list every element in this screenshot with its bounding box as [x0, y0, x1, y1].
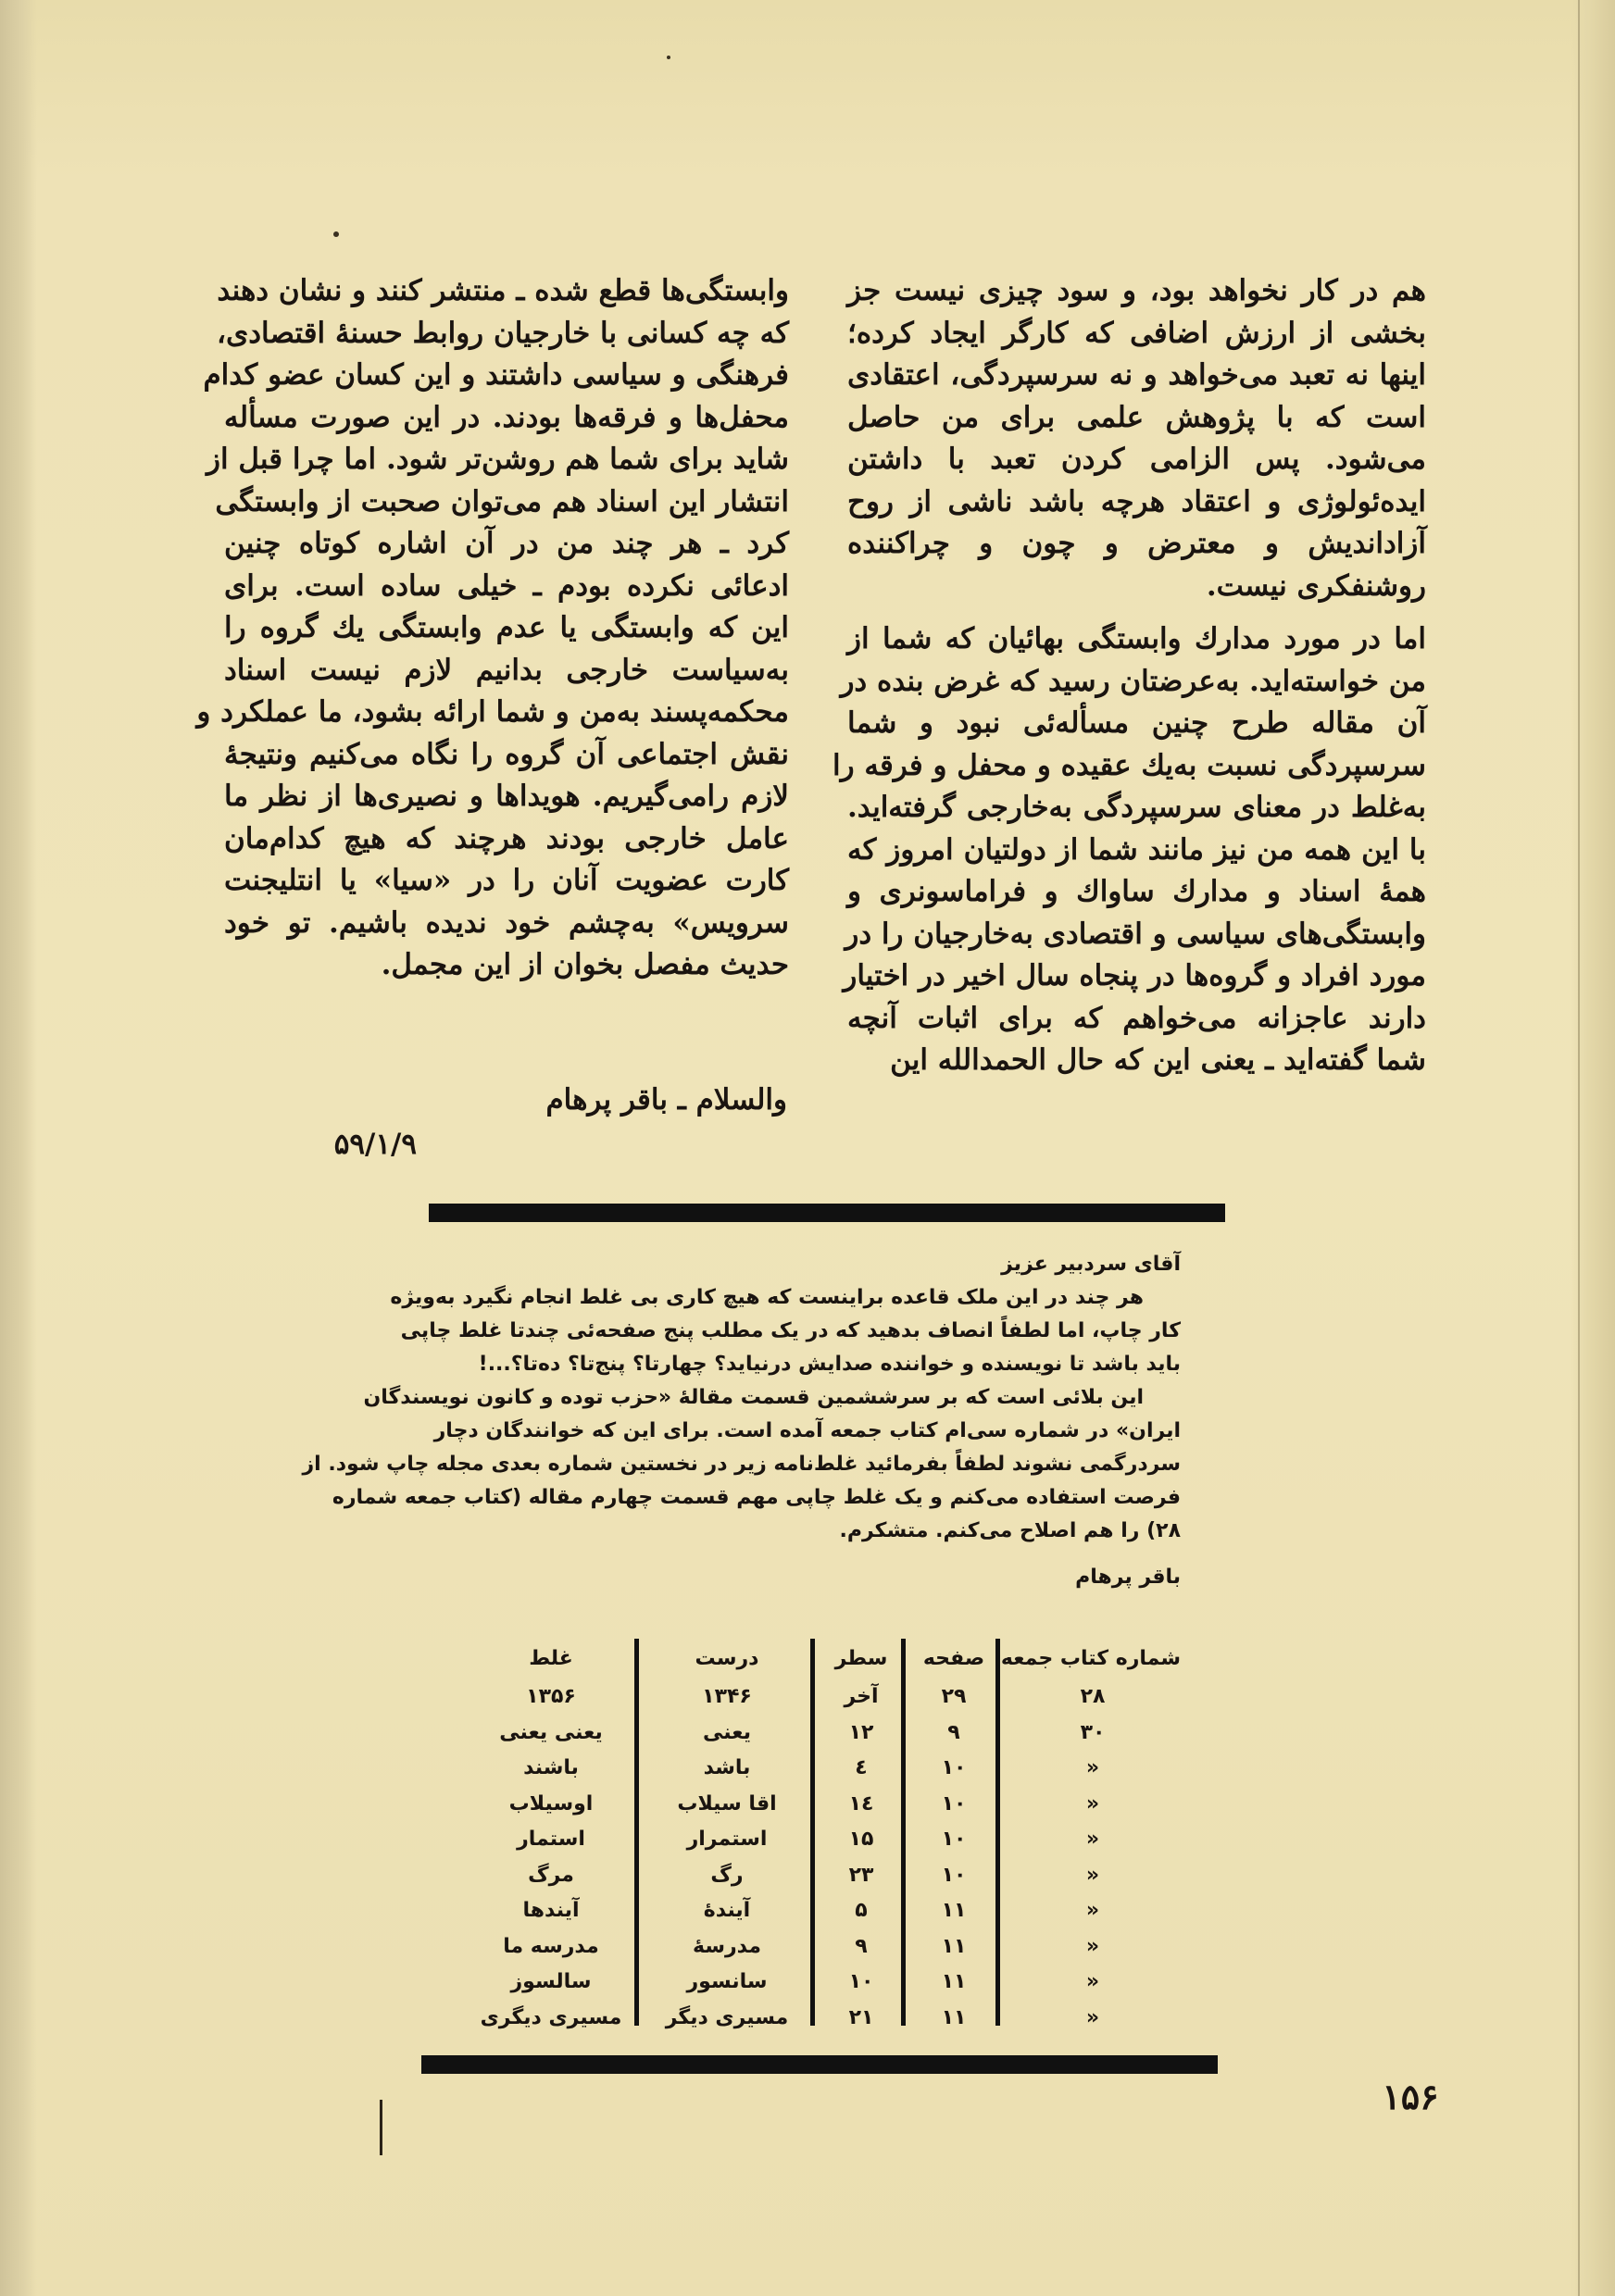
table-cell: سانسور: [686, 1970, 768, 1993]
table-cell: ۹: [855, 1934, 868, 1958]
table-cell: ۱۱: [941, 1970, 967, 1993]
table-cell: ۱۱: [941, 1934, 967, 1958]
article-text-line: شاید برای شما هم روشن‌تر شود. اما چرا قبل از: [207, 443, 789, 476]
article-text-line: اینها نه تعبد می‌خواهد و نه سرسپردگی، اعتقادی: [847, 358, 1426, 392]
article-text-line: ادعائی نکرده بودم ـ خیلی ساده است. برای: [224, 568, 789, 603]
table-cell: یعنی یعنی: [499, 1720, 603, 1744]
table-cell: «: [1085, 1934, 1100, 1958]
table-cell: اقا سیلاب: [677, 1791, 777, 1816]
page-edge-left: [0, 0, 37, 2296]
table-header-wrong: غلط: [529, 1647, 573, 1670]
table-cell: مدرسه ما: [503, 1934, 599, 1958]
article-text-line: سرسپردگی نسبت به‌یك عقیده و محفل و فرقه را: [832, 748, 1426, 782]
article-left-column: [196, 270, 789, 987]
page-fold-line: [1578, 0, 1580, 2296]
letter-line: ۲۸) را هم اصلاح می‌کنم. متشکرم.: [839, 1519, 1181, 1542]
table-cell: ۱٤: [848, 1791, 874, 1816]
article-date: ۵۹/۱/۹: [333, 1128, 417, 1161]
table-cell: باشند: [523, 1756, 579, 1779]
article-text-line: وابستگی‌ها قطع شده ـ منتشر کنند و نشان دهند: [217, 274, 789, 307]
article-text-line: سرویس» به‌چشم خود ندیده باشیم. تو خود: [224, 905, 789, 940]
article-text-line: لازم رامی‌گیریم. هویداها و نصیری‌ها از نظر ما: [224, 780, 789, 813]
table-cell: ۹: [947, 1720, 960, 1744]
table-cell: آخر: [844, 1685, 879, 1708]
letter-line: این بلائی است که بر سرششمین قسمت مقالهٔ «حزب توده و کانون نویسندگان: [363, 1386, 1144, 1409]
table-cell: آیندها: [522, 1899, 580, 1922]
table-cell: ۱۰: [941, 1828, 967, 1851]
article-text-line: اما در مورد مدارك وابستگی بهائیان که شما از: [847, 622, 1426, 655]
letter-line: ایران» در شماره سی‌ام کتاب جمعه آمده است. برای این که خوانندگان دچار: [433, 1419, 1181, 1442]
table-cell: رگ: [710, 1863, 744, 1887]
table-cell: «: [1085, 1828, 1100, 1851]
table-header-issue: شماره کتاب جمعه: [1000, 1647, 1181, 1670]
article-text-line: با این همه من نیز مانند شما از دولتیان امروز که: [847, 832, 1426, 867]
table-cell: ۲۹: [941, 1685, 967, 1708]
article-text-line: که چه کسانی با خارجیان روابط حسنهٔ اقتصادی،: [216, 316, 789, 350]
table-cell: ۱۰: [941, 1791, 967, 1816]
table-column-divider: [634, 1639, 639, 2026]
errata-table: [458, 1639, 1181, 2037]
article-text-line: آن مقاله طرح چنین مسأله‌ئی نبود و شما: [847, 706, 1426, 740]
article-text-line: وابستگی‌های سیاسی و اقتصادی به‌خارجیان را در: [845, 917, 1426, 951]
article-signature: والسلام ـ باقر پرهام: [545, 1083, 787, 1117]
table-cell: «: [1085, 1791, 1100, 1816]
table-column-wrong: [468, 1639, 634, 2037]
table-column-divider: [810, 1639, 815, 2026]
letter-salutation: آقای سردبیر عزیز: [1001, 1253, 1181, 1276]
table-column-divider: [995, 1639, 1000, 2026]
section-divider-bottom: [421, 2055, 1218, 2074]
table-cell: ۲۳: [848, 1863, 874, 1887]
letter-line: کار چاپ، اما لطفاً انصاف بدهید که در یک مطلب پنج صفحه‌ئی چندتا غلط چاپی: [400, 1319, 1181, 1342]
table-cell: استمرار: [686, 1828, 768, 1851]
table-cell: ۱۵: [848, 1828, 874, 1851]
table-cell: ٤: [855, 1756, 868, 1779]
article-text-line: محکمه‌پسند به‌من و شما ارائه بشود، ما عملکرد و: [196, 695, 789, 729]
article-right-column: [832, 270, 1426, 1082]
table-cell: ۱۰: [941, 1863, 967, 1887]
paper-speck: [667, 56, 670, 59]
table-cell: یعنی: [703, 1720, 751, 1744]
article-text-line: کارت عضویت آنان را در «سیا» یا انتلیجنت: [224, 864, 789, 897]
article-text-line: من خواسته‌اید. به‌عرضتان رسید که غرض بنده در: [840, 664, 1426, 698]
table-cell: سالسوز: [510, 1970, 592, 1993]
letter-line: سردرگمی نشوند لطفاً بفرمائید غلط‌نامه زیر در نخستین شماره بعدی مجله چاپ شود. از: [302, 1453, 1181, 1476]
article-text-line: این که وابستگی یا عدم وابستگی یك گروه را: [224, 611, 789, 644]
table-cell: ۱۳۵۶: [526, 1685, 576, 1708]
table-cell: «: [1085, 2005, 1100, 2029]
article-text-line: حدیث مفصل بخوان از این مجمل.: [381, 948, 789, 981]
table-cell: مرگ: [528, 1863, 574, 1887]
table-cell: ۵: [855, 1899, 868, 1922]
article-text-line: بخشی از ارزش اضافی که کارگر ایجاد کرده؛: [847, 316, 1426, 350]
table-header-page: صفحه: [922, 1647, 985, 1670]
table-cell: باشد: [703, 1756, 751, 1779]
table-cell: «: [1085, 1756, 1100, 1779]
letter-body: [302, 1281, 1181, 1548]
table-cell: ۱۱: [941, 2005, 967, 2029]
table-column-issue: [1000, 1639, 1181, 2037]
article-text-line: عامل خارجی بودند هرچند که هیچ کدام‌مان: [224, 821, 789, 855]
article-text-line: نقش اجتماعی آن گروه را نگاه می‌کنیم ونتیجهٔ: [224, 737, 789, 771]
table-cell: مسیری دیگری: [480, 2005, 622, 2029]
article-text-line: محفل‌ها و فرقه‌ها بودند. در این صورت مسأله: [224, 400, 789, 434]
letter-signature: باقر پرهام: [1075, 1566, 1181, 1589]
table-cell: «: [1085, 1899, 1100, 1922]
table-column-correct: [644, 1639, 810, 2037]
article-text-line: فرهنگی و سیاسی داشتند و این کسان عضو کدام: [203, 358, 789, 392]
table-column-line: [820, 1639, 903, 2037]
table-cell: ۱۲: [848, 1720, 874, 1744]
table-cell: «: [1085, 1970, 1100, 1993]
table-cell: اوسیلاب: [508, 1791, 594, 1816]
table-cell: ۱۰: [941, 1756, 967, 1779]
letter-line: هر چند در این ملک قاعده براینست که هیچ کاری بی غلط انجام نگیرد به‌ویژه: [390, 1286, 1144, 1309]
article-text-line: همهٔ اسناد و مدارك ساواك و فراماسونری و: [847, 875, 1426, 908]
section-divider-top: [429, 1204, 1225, 1222]
table-cell: استمار: [517, 1828, 585, 1851]
article-text-line: می‌شود. پس الزامی کردن تعبد با داشتن: [847, 443, 1426, 476]
margin-mark: [380, 2100, 382, 2155]
article-text-line: ایده‌ئولوژی و اعتقاد هرچه باشد ناشی از روح: [847, 484, 1426, 518]
table-cell: آیندهٔ: [703, 1899, 751, 1922]
table-column-page: [912, 1639, 995, 2037]
article-text-line: هم در کار نخواهد بود، و سود چیزی نیست جز: [847, 274, 1426, 307]
letter-to-editor: [302, 1248, 1181, 1594]
article-text-line: است که با پژوهش علمی برای من حاصل: [847, 400, 1426, 434]
table-cell: مسیری دیگر: [665, 2005, 789, 2029]
letter-line: فرصت استفاده می‌کنم و یک غلط چاپی مهم قسمت چهارم مقاله (کتاب جمعه شماره: [332, 1486, 1181, 1509]
table-cell: ۱۰: [848, 1970, 874, 1993]
article-text-line: کرد ـ هر چند من در آن اشاره کوتاه چنین: [224, 527, 789, 560]
article-text-line: شما گفته‌اید ـ یعنی این که حال الحمدالله این: [890, 1043, 1426, 1077]
table-cell: ۲۸: [1080, 1685, 1106, 1708]
article-text-line: مورد افراد و گروه‌ها در پنجاه سال اخیر در اختیار: [843, 959, 1426, 992]
paper-speck: [333, 231, 339, 237]
table-cell: ۳۰: [1080, 1720, 1106, 1744]
article-text-line: روشنفکری نیست.: [1206, 568, 1426, 603]
table-cell: ۱۱: [941, 1899, 967, 1922]
article-text-line: به‌غلط در معنای سرسپردگی به‌خارجی گرفته‌اید.: [847, 791, 1426, 824]
letter-line: باید باشد تا نویسنده و خواننده صدایش درنیاید؟ چهارتا؟ پنج‌تا؟ ده‌تا؟...!: [478, 1353, 1181, 1376]
table-header-correct: درست: [695, 1647, 759, 1670]
table-header-line: سطر: [834, 1647, 888, 1670]
article-text-line: آزاداندیش و معترض و چون و چراکننده: [847, 527, 1426, 560]
table-cell: ۲۱: [848, 2005, 874, 2029]
page-number: ۱۵۶: [1382, 2076, 1439, 2117]
article-text-line: انتشار این اسناد هم می‌توان صحبت از وابستگی: [215, 484, 789, 518]
table-cell: «: [1085, 1863, 1100, 1887]
article-text-line: دارند عاجزانه می‌خواهم که برای اثبات آنچه: [847, 1001, 1426, 1035]
table-cell: ۱۳۴۶: [702, 1685, 752, 1708]
table-cell: مدرسهٔ: [693, 1934, 761, 1958]
article-text-line: به‌سیاست خارجی بدانیم لازم نیست اسناد: [224, 653, 789, 687]
